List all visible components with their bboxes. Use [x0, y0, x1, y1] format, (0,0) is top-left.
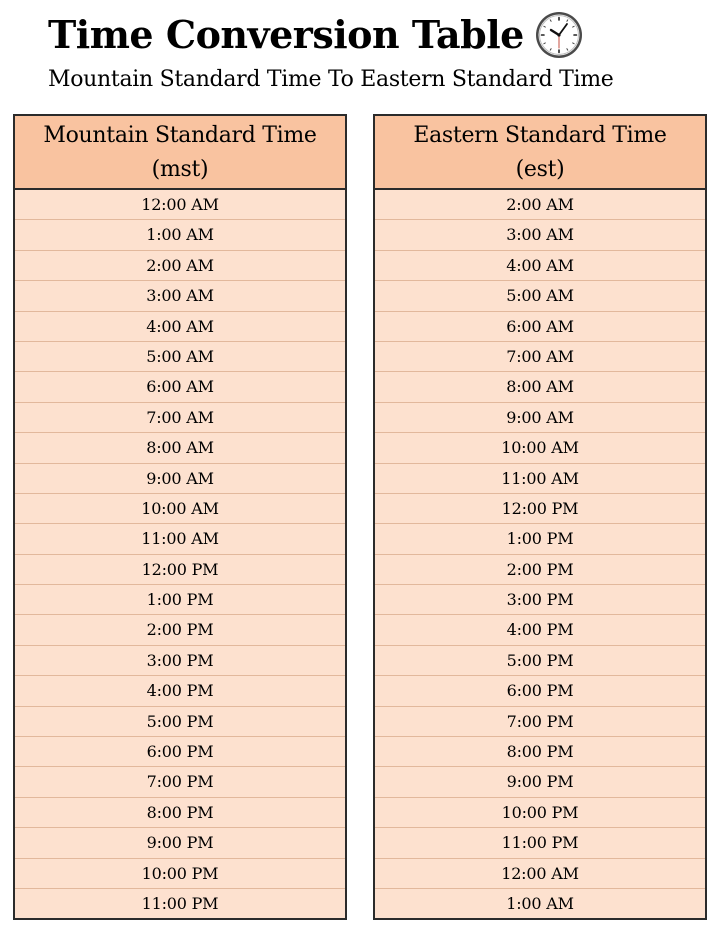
table-row: 8:00 AM [15, 433, 345, 463]
table-row: 1:00 PM [15, 585, 345, 615]
table-row: 3:00 PM [15, 646, 345, 676]
table-row: 10:00 PM [375, 798, 705, 828]
table-row: 12:00 AM [15, 190, 345, 220]
table-row: 3:00 PM [375, 585, 705, 615]
table-row: 5:00 AM [15, 342, 345, 372]
table-row: 9:00 AM [15, 464, 345, 494]
table-row: 11:00 PM [141, 893, 219, 913]
est-heading-line2: (est) [515, 157, 565, 182]
table-row: 6:00 AM [15, 372, 345, 402]
table-row: 9:00 PM [15, 828, 345, 858]
page-subtitle: Mountain Standard Time To Eastern Standard Time [48, 67, 614, 92]
table-row: 12:00 PM [375, 494, 705, 524]
table-row: 4:00 PM [375, 615, 705, 645]
table-row: 10:00 PM [15, 859, 345, 889]
table-row: 5:00 PM [375, 646, 705, 676]
table-row: 4:00 AM [15, 312, 345, 342]
table-row: 2:00 AM [15, 251, 345, 281]
table-row: 11:00 AM [375, 464, 705, 494]
table-row: 5:00 PM [15, 707, 345, 737]
table-row: 4:00 PM [15, 676, 345, 706]
clock-icon [534, 10, 584, 60]
table-row: 2:00 AM [375, 190, 705, 220]
table-row: 8:00 PM [15, 798, 345, 828]
mst-table [13, 114, 347, 920]
table-row: 10:00 AM [15, 494, 345, 524]
table-row: 9:00 AM [375, 403, 705, 433]
table-row: 1:00 PM [375, 524, 705, 554]
table-row: 6:00 AM [375, 312, 705, 342]
title-row [48, 6, 584, 64]
est-rows [375, 190, 705, 919]
table-row: 11:00 AM [15, 524, 345, 554]
table-row: 5:00 AM [375, 281, 705, 311]
table-row: 8:00 AM [375, 372, 705, 402]
table-row: 7:00 PM [375, 707, 705, 737]
table-row: 2:00 PM [15, 615, 345, 645]
table-row: 1:00 AM [506, 893, 574, 913]
table-row: 3:00 AM [15, 281, 345, 311]
table-row: 8:00 PM [375, 737, 705, 767]
table-row: 12:00 AM [375, 859, 705, 889]
table-row: 1:00 AM [15, 220, 345, 250]
mst-rows [15, 190, 345, 919]
table-row: 2:00 PM [375, 555, 705, 585]
est-heading-line1: Eastern Standard Time [413, 123, 667, 148]
est-column-header [375, 116, 705, 190]
est-table [373, 114, 707, 920]
table-row: 12:00 PM [15, 555, 345, 585]
table-row: 9:00 PM [375, 767, 705, 797]
table-row: 7:00 AM [375, 342, 705, 372]
table-row: 4:00 AM [375, 251, 705, 281]
mst-heading-line1: Mountain Standard Time [43, 123, 317, 148]
table-row: 7:00 PM [15, 767, 345, 797]
table-row: 6:00 PM [375, 676, 705, 706]
page-title: Time Conversion Table [48, 12, 524, 57]
table-row: 6:00 PM [15, 737, 345, 767]
mst-heading-line2: (mst) [151, 157, 209, 182]
table-row: 3:00 AM [375, 220, 705, 250]
table-row: 11:00 PM [375, 828, 705, 858]
table-row: 10:00 AM [375, 433, 705, 463]
table-row: 7:00 AM [15, 403, 345, 433]
mst-column-header [15, 116, 345, 190]
